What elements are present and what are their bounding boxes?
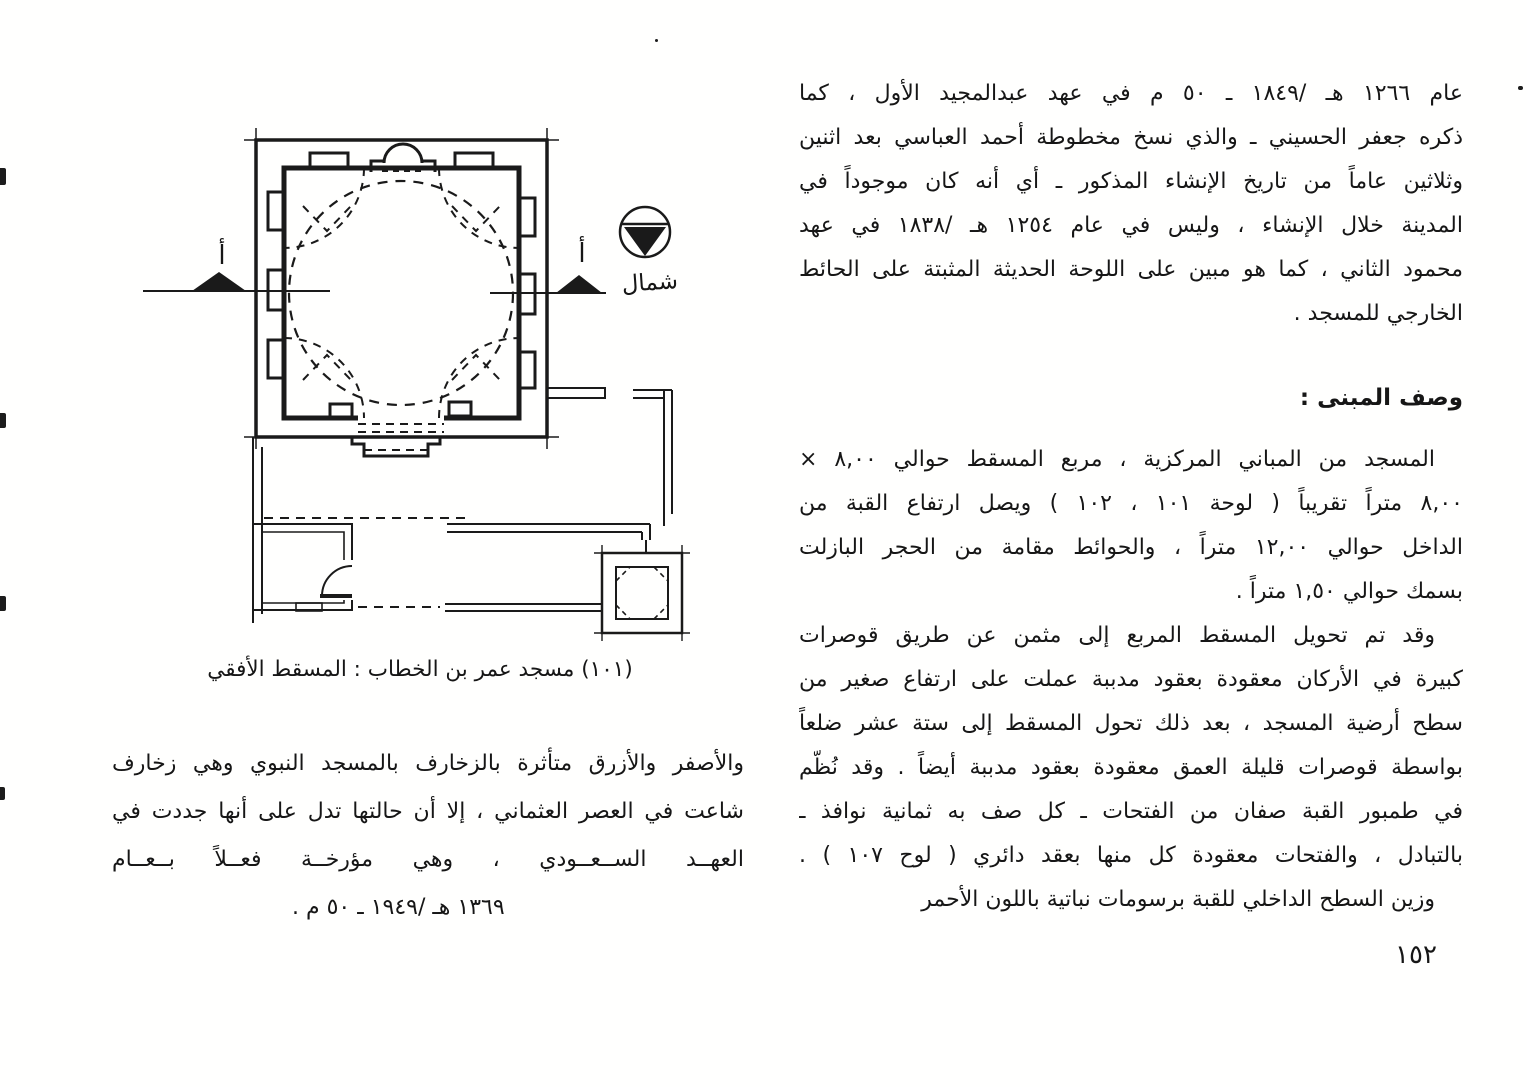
scan-artifact xyxy=(655,39,658,42)
mosque-walls xyxy=(244,128,559,449)
text-line: عام ١٢٦٦ هـ /١٨٤٩ ـ ٥٠ م في عهد عبدالمجيد الأول ، كما xyxy=(799,81,1463,106)
text-line: محمود الثاني ، كما هو مبين على اللوحة الحديثة المثبتة على الحائط xyxy=(799,257,1463,282)
page-number: ١٥٢ xyxy=(1395,940,1437,970)
text-line: ١٣٦٩ هـ /١٩٤٩ ـ ٥٠ م . xyxy=(292,895,505,920)
text-line: في طمبور القبة صفان من الفتحات ـ كل صف به ثمانية نوافذ ـ xyxy=(799,799,1463,824)
text-line: الداخل حوالي ١٢,٠٠ متراً ، والحوائط مقامة من الحجر البازلت xyxy=(799,535,1463,560)
scan-artifact xyxy=(0,787,5,800)
text-line: كبيرة في الأركان معقودة بعقود مدببة عملت على ارتفاع صغير من xyxy=(799,667,1463,692)
text-line: وثلاثين عاماً من تاريخ الإنشاء المذكور ـ أي أنه كان موجوداً في xyxy=(799,169,1463,194)
building-description-heading: وصف المبنى : xyxy=(1299,385,1463,411)
squinch-arcs xyxy=(284,168,519,418)
minaret-base xyxy=(594,545,690,641)
main-text-column xyxy=(799,74,1463,924)
section-letter-left: أ xyxy=(218,241,226,271)
text-line: والأصفر والأزرق متأثرة بالزخارف بالمسجد النبوي وهي زخارف xyxy=(112,751,744,776)
text-line: المدينة خلال الإنشاء ، وليس في عام ١٢٥٤ هـ /١٨٣٨ في عهد xyxy=(799,213,1463,238)
floor-plan-figure xyxy=(100,100,800,670)
text-line: شاعت في العصر العثماني ، إلا أن حالتها تدل على أنها جددت في xyxy=(112,799,744,824)
text-line: بسمك حوالي ١,٥٠ متراً . xyxy=(1235,579,1463,604)
north-arrow-icon xyxy=(620,207,679,298)
text-line: المسجد من المباني المركزية ، مربع المسقط حوالي ٨,٠٠ × xyxy=(799,447,1435,472)
courtyard-walls xyxy=(253,388,672,623)
floor-plan-drawing xyxy=(100,100,800,670)
scan-artifact xyxy=(0,596,6,611)
entrance-porch xyxy=(352,424,444,456)
figure-caption: (١٠١) مسجد عمر بن الخطاب : المسقط الأفقي xyxy=(207,657,633,682)
text-line: الخارجي للمسجد . xyxy=(1293,301,1463,326)
text-line: ٨,٠٠ متراً تقريباً ( لوحة ١٠١ ، ١٠٢ ) ويصل ارتفاع القبة من xyxy=(799,491,1463,516)
text-line: ذكره جعفر الحسيني ـ والذي نسخ مخطوطة أحمد العباسي بعد اثنين xyxy=(799,125,1463,150)
section-letter-right: أ xyxy=(578,239,586,269)
north-label: شمال xyxy=(620,268,679,298)
text-line: وزين السطح الداخلي للقبة برسومات نباتية باللون الأحمر xyxy=(921,887,1435,912)
scan-artifact xyxy=(0,413,6,428)
text-line: العهــد الســعــودي ، وهي مؤرخــة فعــلاً بــعــام xyxy=(112,847,744,872)
door-swing xyxy=(320,560,354,600)
text-line: بالتبادل ، والفتحات معقودة كل منها بعقد دائري ( لوح ١٠٧ ) . xyxy=(799,843,1463,868)
dome-projection-circle xyxy=(289,181,513,405)
text-line: بواسطة قوصرات قليلة العمق معقودة بعقود مدببة أيضاً . وقد نُظّم xyxy=(799,755,1463,780)
scan-artifact xyxy=(0,168,6,185)
text-line: سطح أرضية المسجد ، بعد ذلك تحول المسقط إلى ستة عشر ضلعاً xyxy=(799,711,1463,736)
text-line: وقد تم تحويل المسقط المربع إلى مثمن عن طريق قوصرات xyxy=(799,623,1435,648)
secondary-text-column xyxy=(112,742,744,934)
scan-artifact xyxy=(1518,86,1523,90)
